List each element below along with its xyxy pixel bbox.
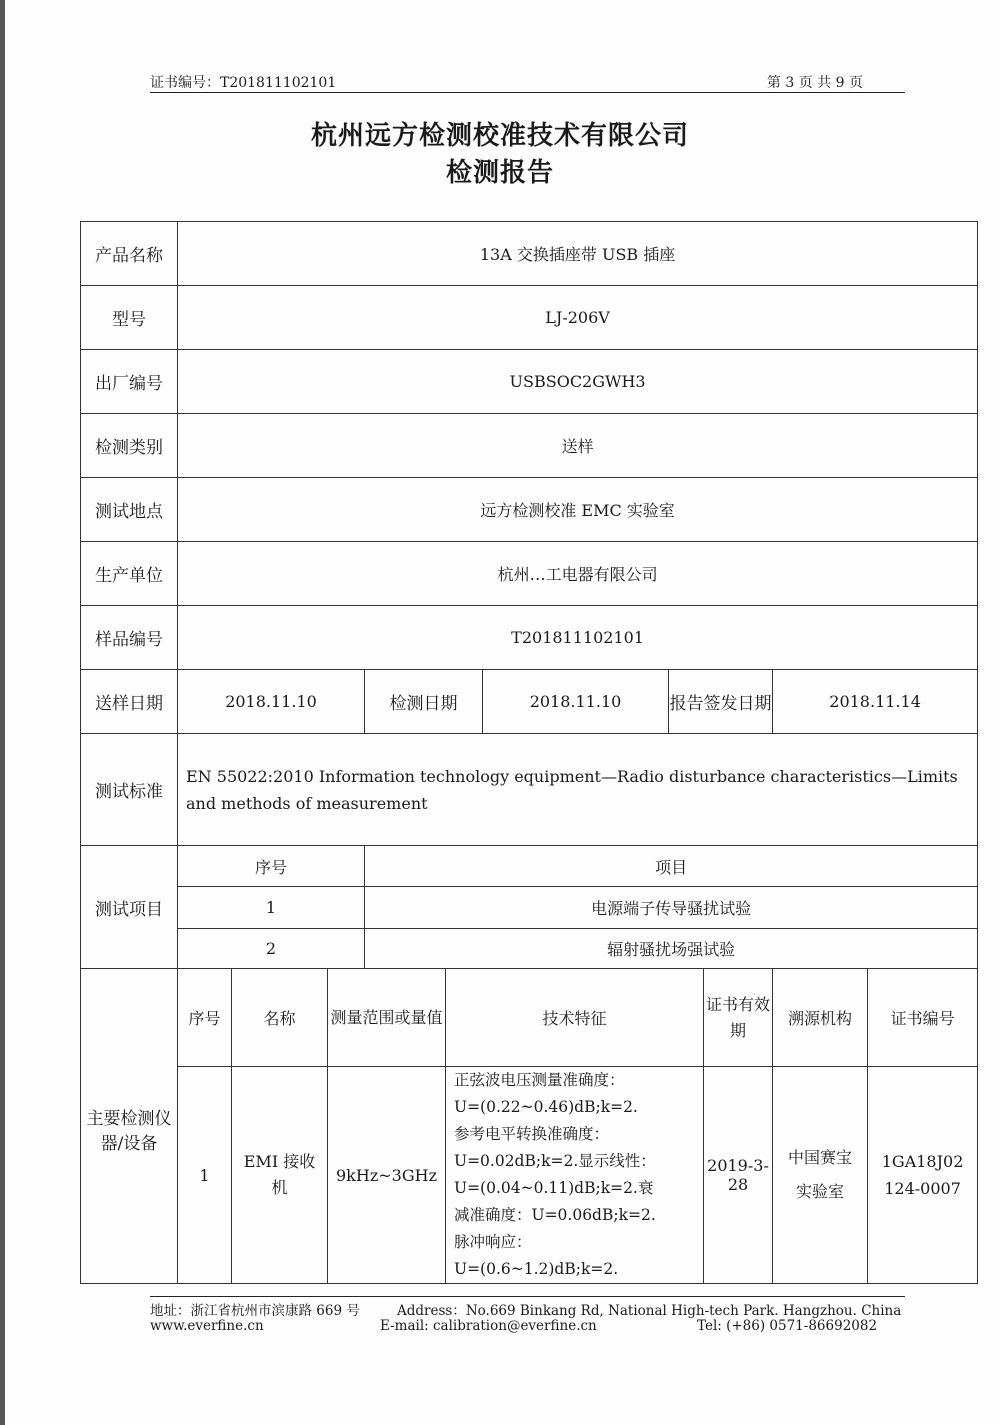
row-sample-no <box>81 606 978 670</box>
eq-range: 9kHz~3GHz <box>328 1067 446 1284</box>
footer-divider <box>150 1296 905 1297</box>
eq-tech-line: U=0.02dB;k=2.显示线性： <box>454 1152 656 1170</box>
footer-email: E-mail: calibration@everfine.cn <box>380 1318 597 1334</box>
eq-tech-line: U=(0.04~0.11)dB;k=2.衰 <box>454 1179 654 1197</box>
table-row <box>81 887 978 929</box>
certificate-number: 证书编号：T201811102101 <box>150 75 337 91</box>
eq-tech-line: 参考电平转换准确度： <box>454 1125 610 1143</box>
eq-name: EMI 接收机 <box>232 1067 328 1284</box>
report-title: 检测报告 <box>445 158 554 188</box>
row-dates <box>81 670 978 734</box>
eq-tech-line: 正弦波电压测量准确度： <box>454 1071 625 1089</box>
sample-no-value: T201811102101 <box>178 606 978 670</box>
test-items-label: 测试项目 <box>81 846 178 969</box>
row-standard <box>81 734 978 846</box>
product-name-value: 13A 交换插座带 USB 插座 <box>178 222 978 286</box>
product-name-label: 产品名称 <box>81 222 178 286</box>
test-items-col-item: 项目 <box>365 846 978 887</box>
issue-date-value: 2018.11.14 <box>773 670 978 734</box>
eq-col-tech: 技术特征 <box>446 969 704 1067</box>
footer-address-en: Address：No.669 Binkang Rd, National High-tech Park. Hangzhou. China <box>397 1303 902 1319</box>
sample-no-label: 样品编号 <box>81 606 178 670</box>
report-table <box>80 221 978 1284</box>
test-item-no: 2 <box>178 929 365 969</box>
eq-no: 1 <box>178 1067 232 1284</box>
row-model <box>81 286 978 350</box>
category-label: 检测类别 <box>81 414 178 478</box>
row-product-name <box>81 222 978 286</box>
eq-tech <box>446 1067 704 1284</box>
header-divider <box>150 92 905 93</box>
location-label: 测试地点 <box>81 478 178 542</box>
test-items-col-no: 序号 <box>178 846 365 887</box>
eq-trace: 中国赛宝实验室 <box>773 1067 868 1284</box>
eq-col-trace: 溯源机构 <box>773 969 868 1067</box>
eq-cert: 1GA18J02124-0007 <box>868 1067 978 1284</box>
serial-value: USBSOC2GWH3 <box>178 350 978 414</box>
table-row <box>81 929 978 969</box>
row-equipment-header <box>81 969 978 1067</box>
row-serial <box>81 350 978 414</box>
test-item-no: 1 <box>178 887 365 929</box>
eq-validity: 2019-3-28 <box>704 1067 773 1284</box>
model-label: 型号 <box>81 286 178 350</box>
table-row <box>81 1067 978 1284</box>
page-edge <box>0 0 5 1425</box>
test-item-name: 电源端子传导骚扰试验 <box>365 887 978 929</box>
row-manufacturer <box>81 542 978 606</box>
page-indicator: 第 3 页 共 9 页 <box>766 75 863 91</box>
eq-tech-line: U=(0.22~0.46)dB;k=2. <box>454 1098 638 1116</box>
eq-col-no: 序号 <box>178 969 232 1067</box>
company-title: 杭州远方检测校准技术有限公司 <box>310 121 689 151</box>
model-value: LJ-206V <box>178 286 978 350</box>
eq-tech-line: 减准确度：U=0.06dB;k=2. <box>454 1206 656 1224</box>
row-location <box>81 478 978 542</box>
eq-tech-line: U=(0.6~1.2)dB;k=2. <box>454 1260 619 1278</box>
footer-address-cn: 地址：浙江省杭州市滨康路 669 号 <box>150 1303 360 1319</box>
submit-date-value: 2018.11.10 <box>178 670 365 734</box>
eq-col-range: 测量范围或量值 <box>328 969 446 1067</box>
issue-date-label: 报告签发日期 <box>669 670 773 734</box>
eq-tech-line: 脉冲响应： <box>454 1233 532 1251</box>
test-date-label: 检测日期 <box>365 670 483 734</box>
manufacturer-value: 杭州…工电器有限公司 <box>178 542 978 606</box>
submit-date-label: 送样日期 <box>81 670 178 734</box>
eq-col-cert: 证书编号 <box>868 969 978 1067</box>
eq-col-validity: 证书有效期 <box>704 969 773 1067</box>
equipment-label: 主要检测仪器/设备 <box>81 969 178 1284</box>
standard-label: 测试标准 <box>81 734 178 846</box>
footer-tel: Tel: (+86) 0571-86692082 <box>697 1318 878 1334</box>
category-value: 送样 <box>178 414 978 478</box>
row-category <box>81 414 978 478</box>
manufacturer-label: 生产单位 <box>81 542 178 606</box>
location-value: 远方检测校准 EMC 实验室 <box>178 478 978 542</box>
standard-value: EN 55022:2010 Information technology equipment—Radio disturbance characteristics—Limits and methods of measurement <box>178 734 978 846</box>
serial-label: 出厂编号 <box>81 350 178 414</box>
row-test-items-header <box>81 846 978 887</box>
test-date-value: 2018.11.10 <box>483 670 669 734</box>
footer-website: www.everfine.cn <box>150 1318 264 1334</box>
eq-col-name: 名称 <box>232 969 328 1067</box>
test-item-name: 辐射骚扰场强试验 <box>365 929 978 969</box>
